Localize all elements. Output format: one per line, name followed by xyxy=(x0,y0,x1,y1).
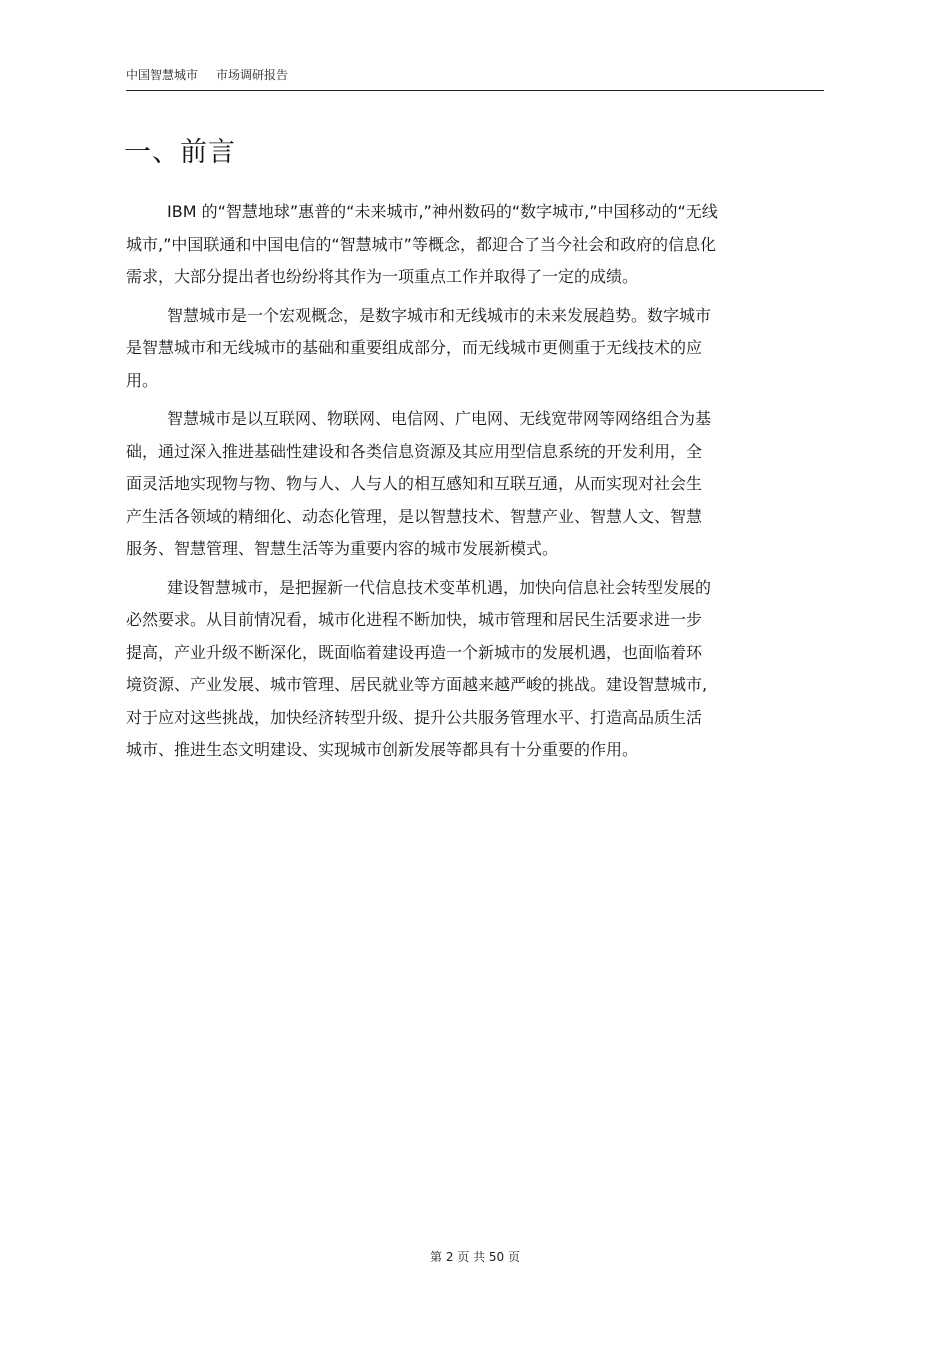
running-header xyxy=(126,66,824,91)
text-line: 是智慧城市和无线城市的基础和重要组成部分，而无线城市更侧重于无线技术的应 xyxy=(126,338,703,357)
paragraph-2 xyxy=(126,300,826,398)
text-line: IBM 的“智慧地球”惠普的“未来城市,”神州数码的“数字城市,”中国移动的“无线 xyxy=(167,202,718,221)
text-line: 需求，大部分提出者也纷纷将其作为一项重点工作并取得了一定的成绩。 xyxy=(126,267,639,286)
text-line: 产生活各领域的精细化、动态化管理，是以智慧技术、智慧产业、智慧人文、智慧 xyxy=(126,506,703,526)
paragraph-1 xyxy=(126,196,826,294)
text-line: 提高，产业升级不断深化，既面临着建设再造一个新城市的发展机遇，也面临着环 xyxy=(126,642,703,662)
text-line: 城市、推进生态文明建设、实现城市创新发展等都具有十分重要的作用。 xyxy=(126,740,639,759)
text-line: 必然要求。从目前情况看，城市化进程不断加快，城市管理和居民生活要求进一步 xyxy=(126,610,703,629)
text-line: 对于应对这些挑战，加快经济转型升级、提升公共服务管理水平、打造高品质生活 xyxy=(126,707,703,727)
text-line: 础，通过深入推进基础性建设和各类信息资源及其应用型信息系统的开发利用，全 xyxy=(126,441,703,461)
header-report-type: 市场调研报告 xyxy=(216,68,289,82)
paragraph-4 xyxy=(126,572,826,767)
paragraph-3 xyxy=(126,403,826,566)
text-line: 境资源、产业发展、城市管理、居民就业等方面越来越严峻的挑战。建设智慧城市, xyxy=(126,675,708,694)
text-line: 建设智慧城市，是把握新一代信息技术变革机遇，加快向信息社会转型发展的 xyxy=(167,577,712,597)
text-line: 城市,”中国联通和中国电信的“智慧城市”等概念，都迎合了当今社会和政府的信息化 xyxy=(126,234,716,254)
text-line: 智慧城市是以互联网、物联网、电信网、广电网、无线宽带网等网络组合为基 xyxy=(167,409,712,428)
section-title: 一、前言 xyxy=(124,137,236,168)
header-report-subject: 中国智慧城市 xyxy=(126,68,199,82)
text-line: 服务、智慧管理、智慧生活等为重要内容的城市发展新模式。 xyxy=(126,539,559,558)
text-line: 智慧城市是一个宏观概念，是数字城市和无线城市的未来发展趋势。数字城市 xyxy=(167,305,712,325)
body-text xyxy=(126,196,826,773)
text-line: 面灵活地实现物与物、物与人、人与人的相互感知和互联互通，从而实现对社会生 xyxy=(126,474,703,493)
text-line: 用。 xyxy=(126,370,159,390)
page-number-footer: 第 2 页 共 50 页 xyxy=(430,1250,520,1264)
